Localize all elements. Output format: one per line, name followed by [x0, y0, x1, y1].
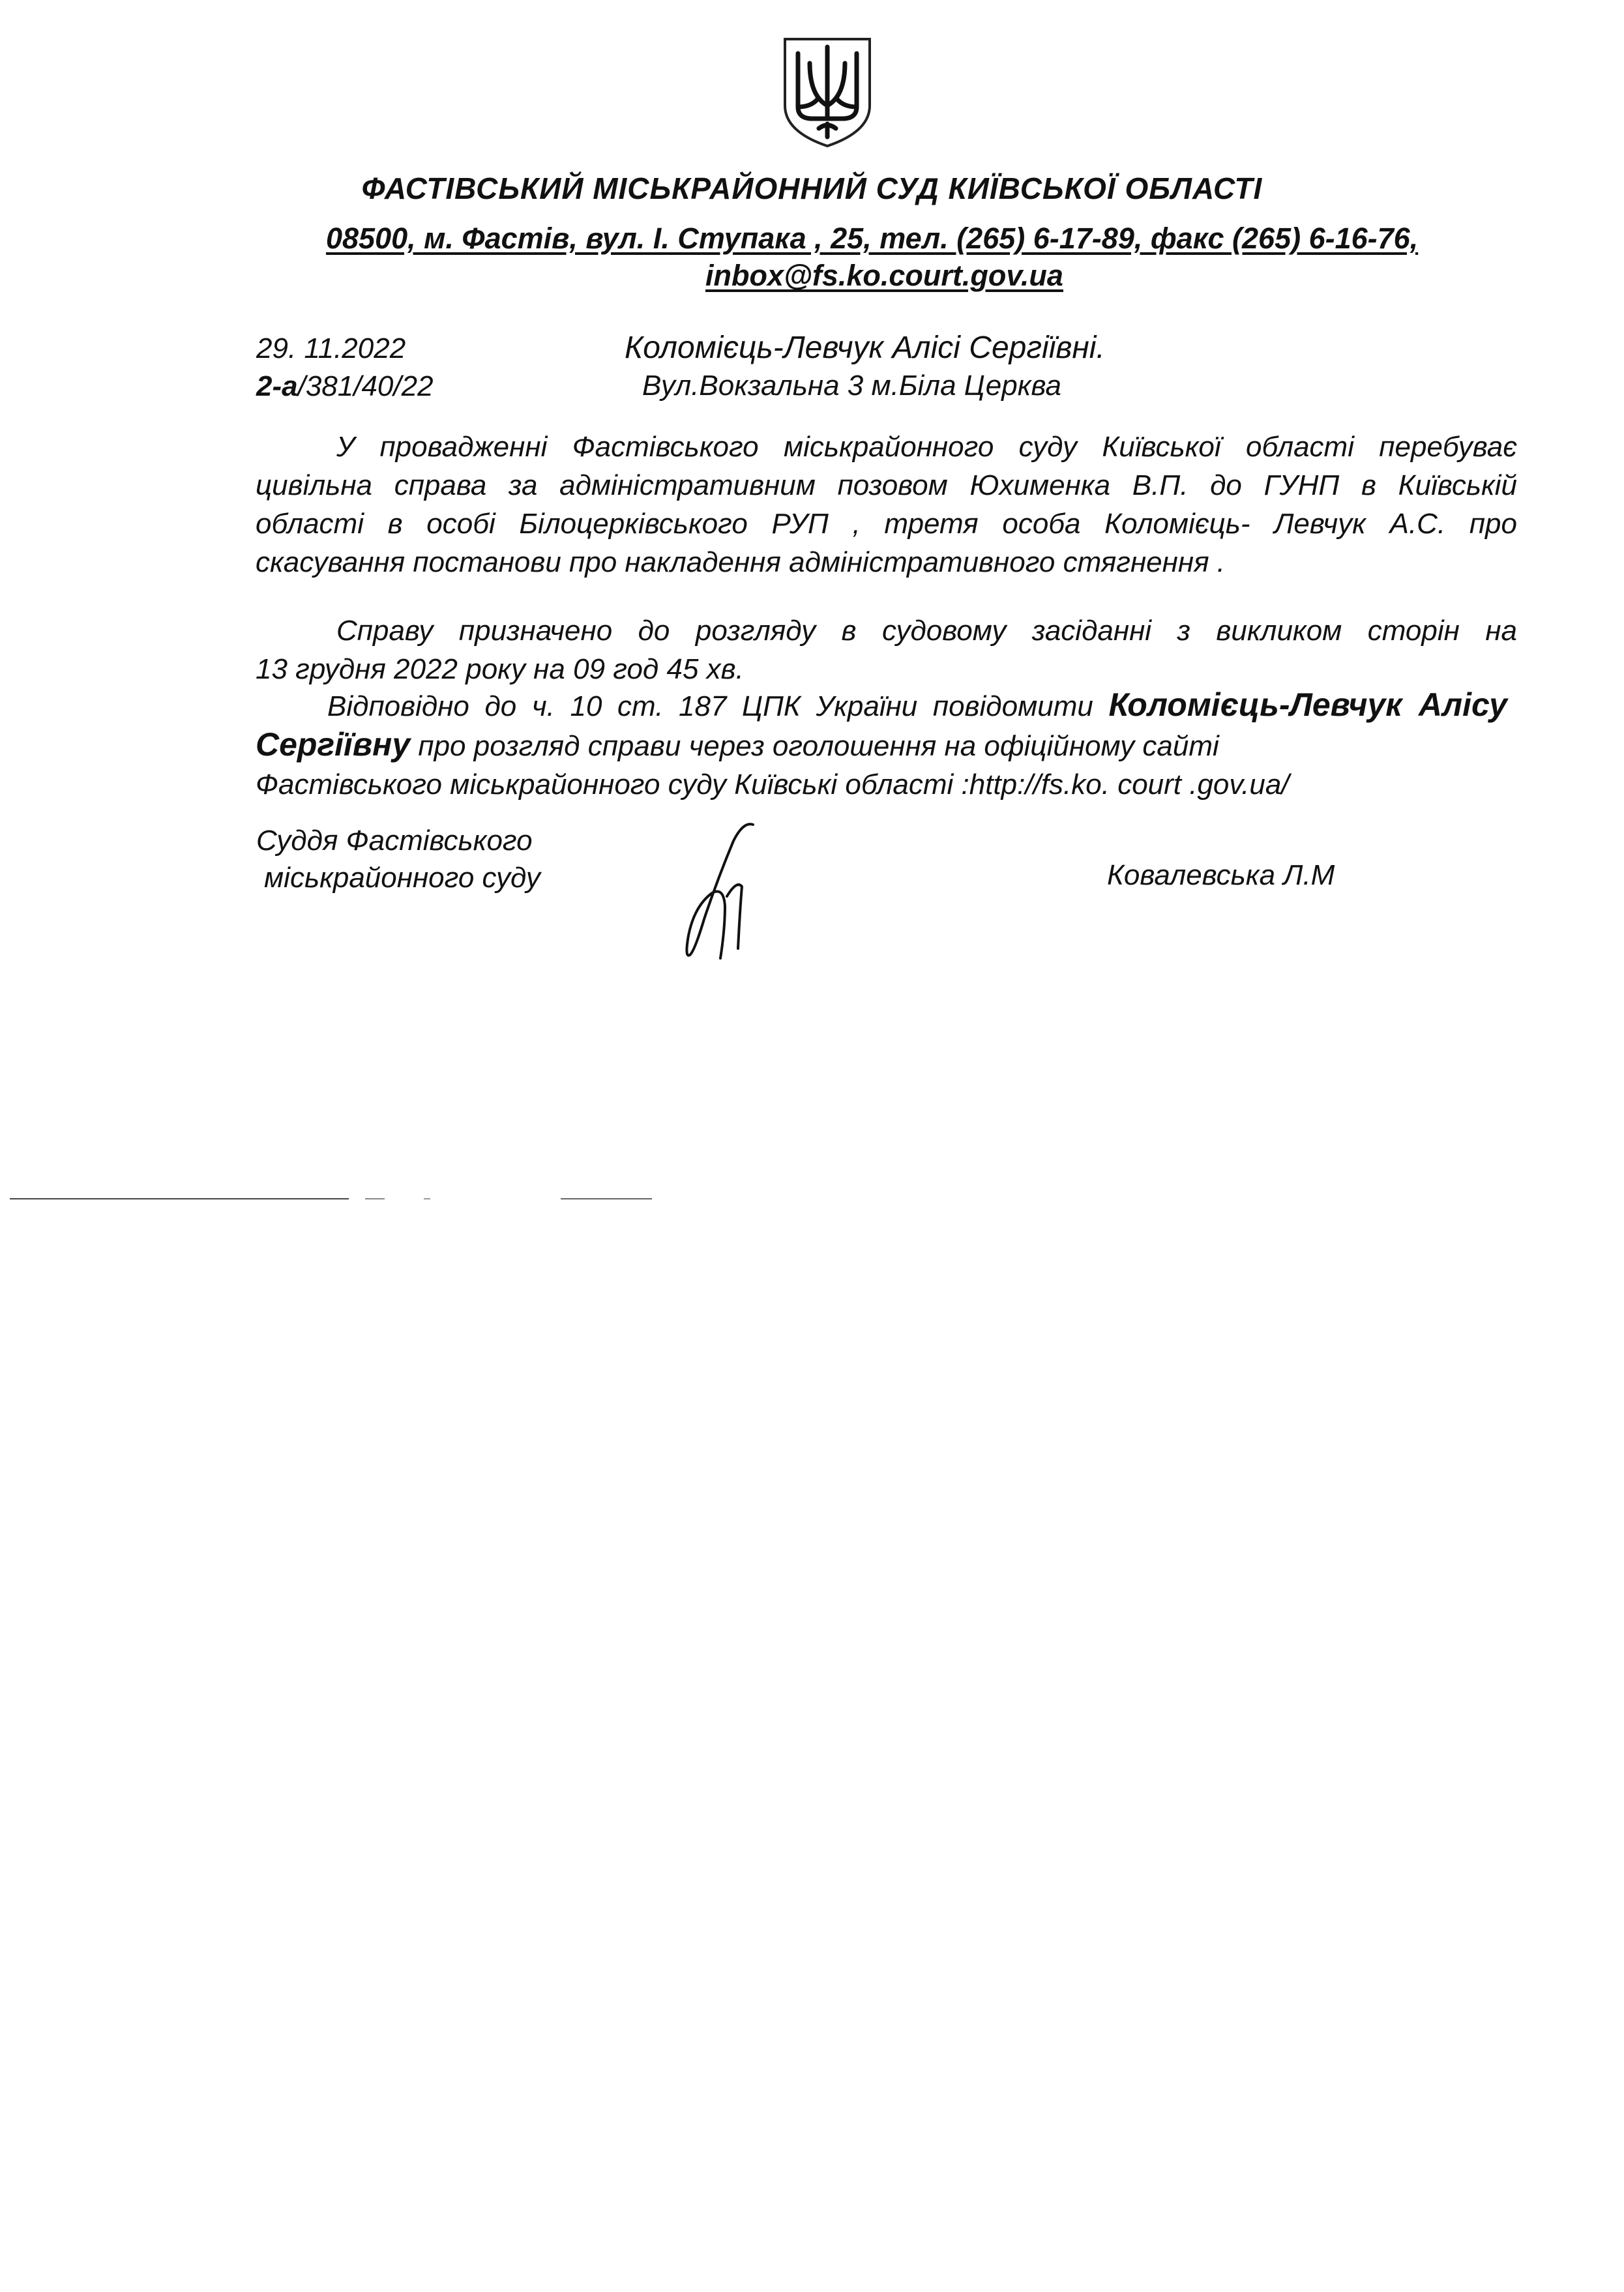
paragraph-line: скасування постанови про накладення адміністративного стягнення . — [256, 546, 1226, 578]
paragraph-line: У провадженні Фастівського міськрайонного суду Київської області перебуває — [336, 431, 1517, 463]
scan-artifact-line — [424, 1198, 430, 1199]
judge-title-line1: Суддя Фастівського — [256, 825, 533, 857]
court-email: inbox@fs.ko.court.gov.ua — [705, 259, 1063, 292]
case-number-suffix: /381/40/22 — [297, 370, 434, 402]
case-number — [256, 370, 434, 403]
scan-artifact-line — [10, 1198, 349, 1199]
paragraph-line: Справу призначено до розгляду в судовому засіданні з викликом сторін на — [336, 615, 1517, 647]
notice-text: про розгляд справи через оголошення на офіційному сайті — [410, 730, 1219, 762]
court-name: ФАСТІВСЬКИЙ МІСЬКРАЙОННИЙ СУД КИЇВСЬКОЇ ОБЛАСТІ — [361, 171, 1263, 205]
scan-artifact-line — [561, 1198, 652, 1199]
coat-of-arms-icon — [778, 34, 876, 151]
paragraph-notice — [256, 686, 1507, 804]
paragraph-line: 13 грудня 2022 року на 09 год 45 хв. — [256, 653, 744, 685]
judge-name: Ковалевська Л.М — [1107, 859, 1335, 891]
recipient-name: Коломієць-Левчук Алісі Сергіївні. — [625, 331, 1105, 365]
recipient-address: Вул.Вокзальна 3 м.Біла Церква — [642, 370, 1061, 402]
paragraph-line — [256, 686, 1507, 726]
paragraph-line: області в особі Білоцерківського РУП , третя особа Коломієць- Левчук А.С. про — [256, 508, 1517, 540]
notice-name-bold: Коломієць-Левчук Алісу — [1108, 686, 1507, 723]
paragraph-line: Фастівського міськрайонного суду Київські області :http://fs.ko. court .gov.ua/ — [256, 769, 1290, 801]
paragraph-line: цивільна справа за адміністративним позовом Юхименка В.П. до ГУНП в Київській — [256, 469, 1517, 501]
paragraph-line — [256, 726, 1507, 765]
notice-name-bold: Сергіївну — [256, 726, 411, 763]
court-address: 08500, м. Фастів, вул. І. Ступака , 25, тел. (265) 6-17-89, факс (265) 6-16-76, — [326, 222, 1419, 255]
letter-date: 29. 11.2022 — [256, 332, 406, 364]
paragraph-case-info — [256, 428, 1517, 581]
case-number-prefix: 2-а — [256, 370, 298, 402]
judge-title-line2: міськрайонного суду — [264, 862, 540, 894]
signature-icon — [665, 815, 769, 965]
scan-artifact-line — [365, 1198, 385, 1199]
paragraph-hearing — [256, 611, 1517, 688]
notice-text: Відповідно до ч. 10 ст. 187 ЦПК України повідомити — [327, 690, 1109, 722]
